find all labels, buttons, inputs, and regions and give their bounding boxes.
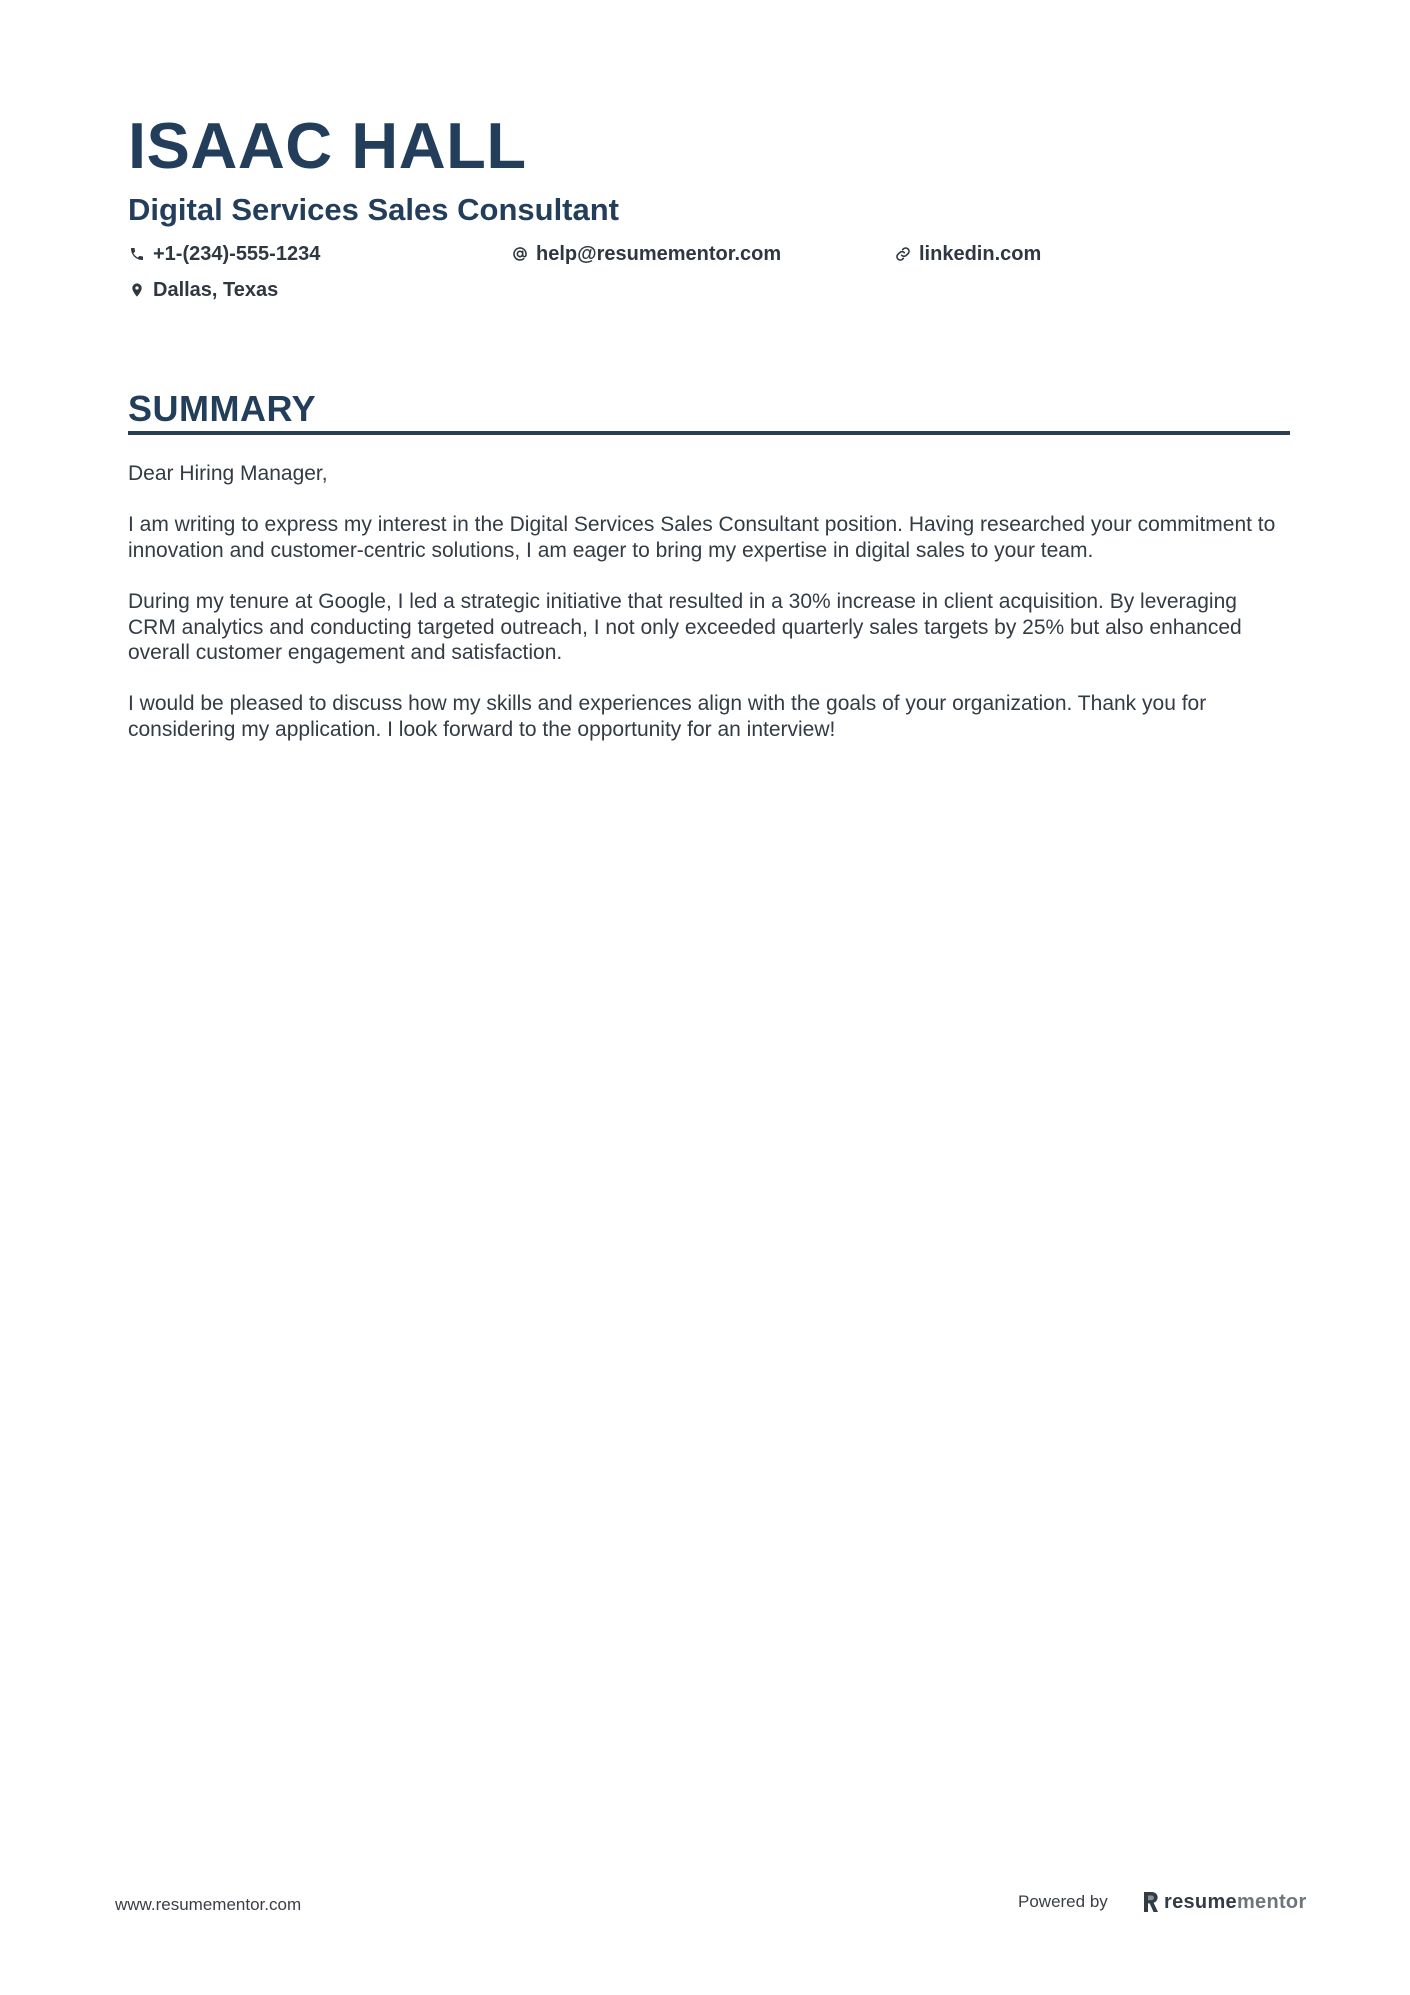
contact-linkedin [894, 240, 1041, 268]
powered-by-label: Powered by [1018, 1892, 1108, 1911]
phone-icon [128, 245, 146, 263]
phone-number: +1-(234)-555-1234 [153, 242, 321, 265]
resumementor-logo-icon [1142, 1891, 1159, 1913]
job-title: Digital Services Sales Consultant [128, 192, 620, 227]
brand-logo[interactable] [1142, 1885, 1307, 1919]
candidate-name: ISAAC HALL [128, 109, 527, 182]
contact-phone [128, 240, 320, 268]
link-icon [894, 245, 912, 263]
summary-heading: SUMMARY [128, 388, 317, 429]
map-pin-icon [128, 281, 146, 299]
summary-paragraph: I would be pleased to discuss how my skills and experiences align with the goals of your organization. Thank you for considering my application. I look forward to the opportunity for an interview! [128, 692, 1207, 741]
location-text: Dallas, Texas [153, 278, 279, 301]
at-sign-icon [511, 245, 529, 263]
footer-website[interactable]: www.resumementor.com [115, 1895, 302, 1914]
salutation: Dear Hiring Manager, [128, 462, 328, 485]
email-address[interactable]: help@resumementor.com [536, 242, 782, 265]
summary-paragraph: I am writing to express my interest in the Digital Services Sales Consultant position. Having researched your commitment to innovation and customer-centric solutions, I am eager to bring my expertise in digital sales to your team. [128, 513, 1276, 562]
summary-body [128, 461, 1290, 768]
brand-wordmark-light: mentor [1236, 1890, 1307, 1913]
contact-location [128, 276, 278, 304]
section-divider [128, 431, 1290, 435]
brand-wordmark [1164, 1891, 1307, 1914]
summary-paragraph: During my tenure at Google, I led a strategic initiative that resulted in a 30% increase in client acquisition. By leveraging CRM analytics and conducting targeted outreach, I not only exceeded quarterly sales targets by 25% but also enhanced overall customer engagement and satisfaction. [128, 589, 1242, 665]
brand-wordmark-bold: resume [1164, 1890, 1237, 1913]
linkedin-link[interactable]: linkedin.com [919, 242, 1042, 265]
contact-email [511, 240, 781, 268]
